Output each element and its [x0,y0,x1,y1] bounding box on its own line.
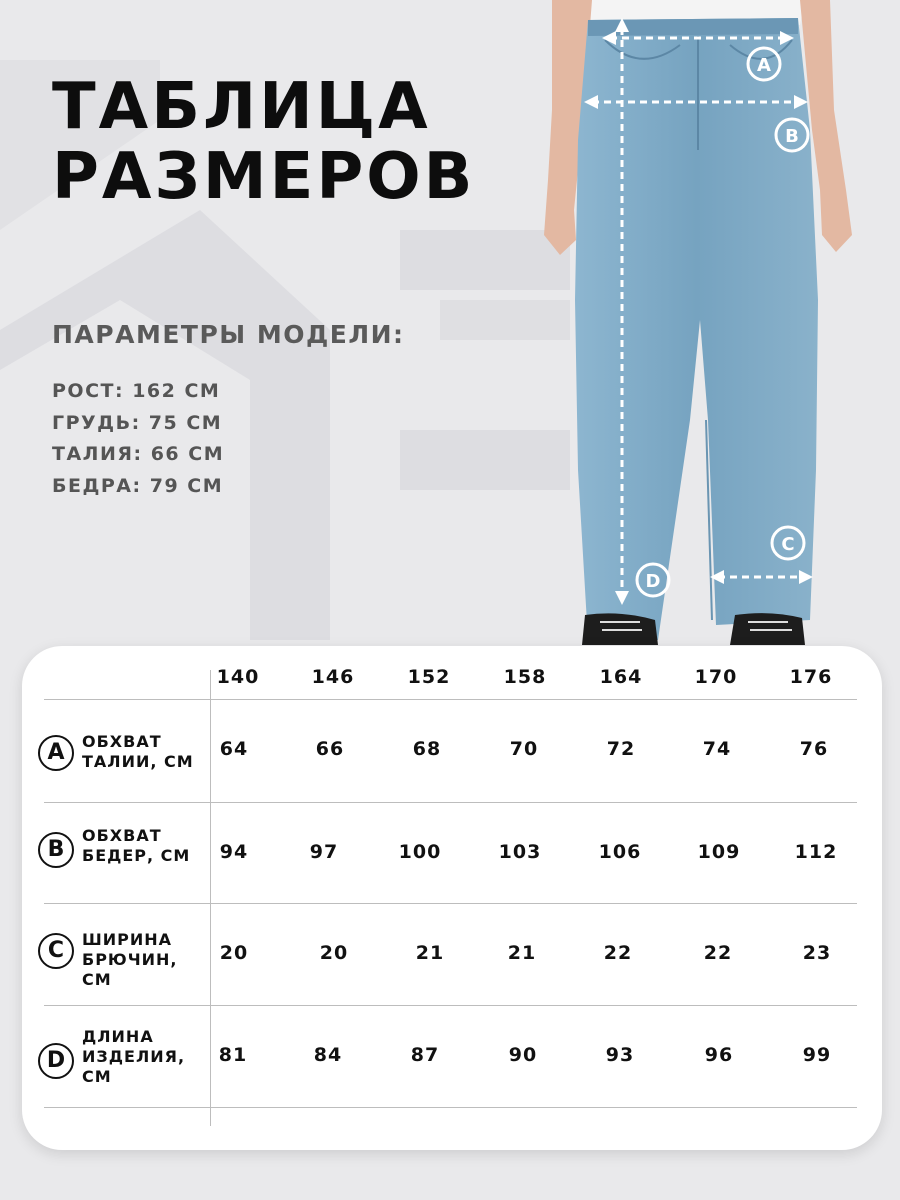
param-chest: ГРУДЬ: 75 СМ [52,411,223,434]
param-hips: БЕДРА: 79 СМ [52,474,224,497]
marker-d-label: D [645,571,661,592]
model-params-list [52,376,224,502]
table-cell: 74 [702,738,732,760]
table-divider [44,699,857,700]
table-divider [44,802,857,803]
table-cell: 96 [704,1044,734,1066]
table-cell: 99 [802,1044,832,1066]
row-badge-c: C [38,933,74,969]
size-header-cell: 176 [789,666,833,688]
row-label-hips: ОБХВАТ БЕДЕР, СМ [82,826,191,865]
jeans-model-photo [530,0,900,660]
size-header-row [0,666,900,696]
marker-b-label: B [785,126,799,147]
table-cell: 109 [697,841,741,863]
table-cell: 84 [313,1044,343,1066]
title-line-1: ТАБЛИЦА [52,70,431,144]
size-header-cell: 164 [599,666,643,688]
size-header-cell: 158 [503,666,547,688]
model-params-heading: ПАРАМЕТРЫ МОДЕЛИ: [52,320,405,349]
marker-a-label: A [757,55,771,76]
table-cell: 93 [605,1044,635,1066]
table-cell: 76 [799,738,829,760]
table-cell: 100 [398,841,442,863]
row-badge-a: A [38,735,74,771]
row-badge-d: D [38,1043,74,1079]
table-cell: 97 [309,841,339,863]
table-cell: 20 [319,942,349,964]
table-cell: 70 [509,738,539,760]
size-header-cell: 170 [694,666,738,688]
table-cell: 81 [218,1044,248,1066]
row-label-leg-width: ШИРИНА БРЮЧИН, СМ [82,930,178,989]
row-badge-b: B [38,832,74,868]
table-cell: 68 [412,738,442,760]
table-cell: 94 [219,841,249,863]
size-header-cell: 140 [216,666,260,688]
size-header-cell: 146 [311,666,355,688]
table-cell: 21 [507,942,537,964]
title-line-2: РАЗМЕРОВ [52,140,476,214]
table-cell: 20 [219,942,249,964]
marker-c-label: C [781,534,795,555]
table-divider [44,903,857,904]
page-title [52,72,475,212]
table-cell: 66 [315,738,345,760]
table-cell: 90 [508,1044,538,1066]
table-cell: 112 [794,841,838,863]
table-divider [44,1107,857,1108]
table-cell: 21 [415,942,445,964]
table-cell: 64 [219,738,249,760]
table-cell: 106 [598,841,642,863]
table-cell: 103 [498,841,542,863]
table-cell: 23 [802,942,832,964]
param-height: РОСТ: 162 СМ [52,380,221,402]
table-cell: 87 [410,1044,440,1066]
size-header-cell: 152 [407,666,451,688]
row-label-waist: ОБХВАТ ТАЛИИ, СМ [82,732,194,771]
table-cell: 72 [606,738,636,760]
row-label-length: ДЛИНА ИЗДЕЛИЯ, СМ [82,1027,186,1086]
table-cell: 22 [703,942,733,964]
param-waist: ТАЛИЯ: 66 СМ [52,443,225,465]
table-cell: 22 [603,942,633,964]
table-divider [44,1005,857,1006]
